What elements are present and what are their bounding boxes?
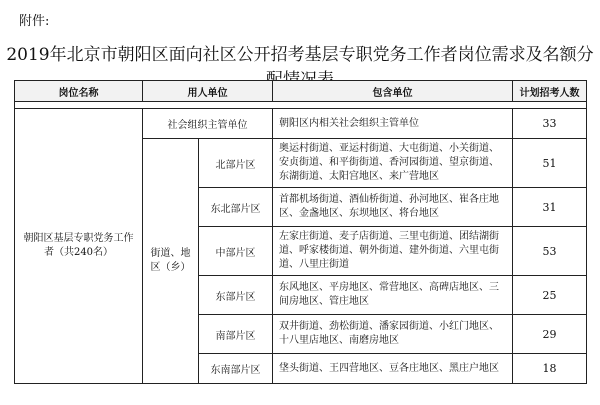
- spacer-row: [15, 102, 587, 109]
- region-quota: 18: [513, 354, 587, 384]
- region-name: 北部片区: [199, 139, 273, 188]
- position-name-cell: [15, 109, 143, 384]
- region-quota: 29: [513, 315, 587, 354]
- page-title: 2019年北京市朝阳区面向社区公开招考基层专职党务工作者岗位需求及名额分: [6, 45, 594, 65]
- table-row-social-org: [15, 109, 587, 139]
- header-quota: 计划招考人数: [513, 81, 587, 102]
- region-quota: 53: [513, 227, 587, 276]
- region-name: 东南部片区: [199, 354, 273, 384]
- region-scope: 东风地区、平房地区、常营地区、高碑店地区、三间房地区、管庄地区: [273, 276, 513, 315]
- region-name: 南部片区: [199, 315, 273, 354]
- region-scope: 首都机场街道、酒仙桥街道、孙河地区、崔各庄地区、金盏地区、东坝地区、将台地区: [273, 188, 513, 227]
- region-scope: 左家庄街道、麦子店街道、三里屯街道、团结湖街道、呼家楼街道、朝外街道、建外街道、六里屯街道、八里庄街道: [273, 227, 513, 276]
- region-name: 东部片区: [199, 276, 273, 315]
- region-quota: 51: [513, 139, 587, 188]
- social-org-employer: 社会组织主管单位: [143, 109, 273, 139]
- position-name: 朝阳区基层专职党务工作者（共240名）: [23, 233, 134, 258]
- header-scope: 包含单位: [273, 81, 513, 102]
- header-position: 岗位名称: [15, 81, 143, 102]
- quota-table: [14, 80, 587, 384]
- region-quota: 31: [513, 188, 587, 227]
- region-scope: 双井街道、劲松街道、潘家园街道、小红门地区、十八里店地区、南磨房地区: [273, 315, 513, 354]
- table-header-row: [15, 81, 587, 102]
- region-quota: 25: [513, 276, 587, 315]
- street-group-cell: [143, 139, 199, 384]
- social-org-quota: 33: [513, 109, 587, 139]
- header-employer: 用人单位: [143, 81, 273, 102]
- street-group-label: 街道、地区（乡）: [150, 248, 191, 273]
- region-scope: 奥运村街道、亚运村街道、大屯街道、小关街道、安贞街道、和平街街道、香河园街道、望京街道、东湖街道、太阳宫地区、来广营地区: [273, 139, 513, 188]
- region-name: 中部片区: [199, 227, 273, 276]
- social-org-scope: 朝阳区内相关社会组织主管单位: [273, 109, 513, 139]
- region-name: 东北部片区: [199, 188, 273, 227]
- region-scope: 垡头街道、王四营地区、豆各庄地区、黑庄户地区: [273, 354, 513, 384]
- attachment-label: 附件:: [19, 14, 50, 29]
